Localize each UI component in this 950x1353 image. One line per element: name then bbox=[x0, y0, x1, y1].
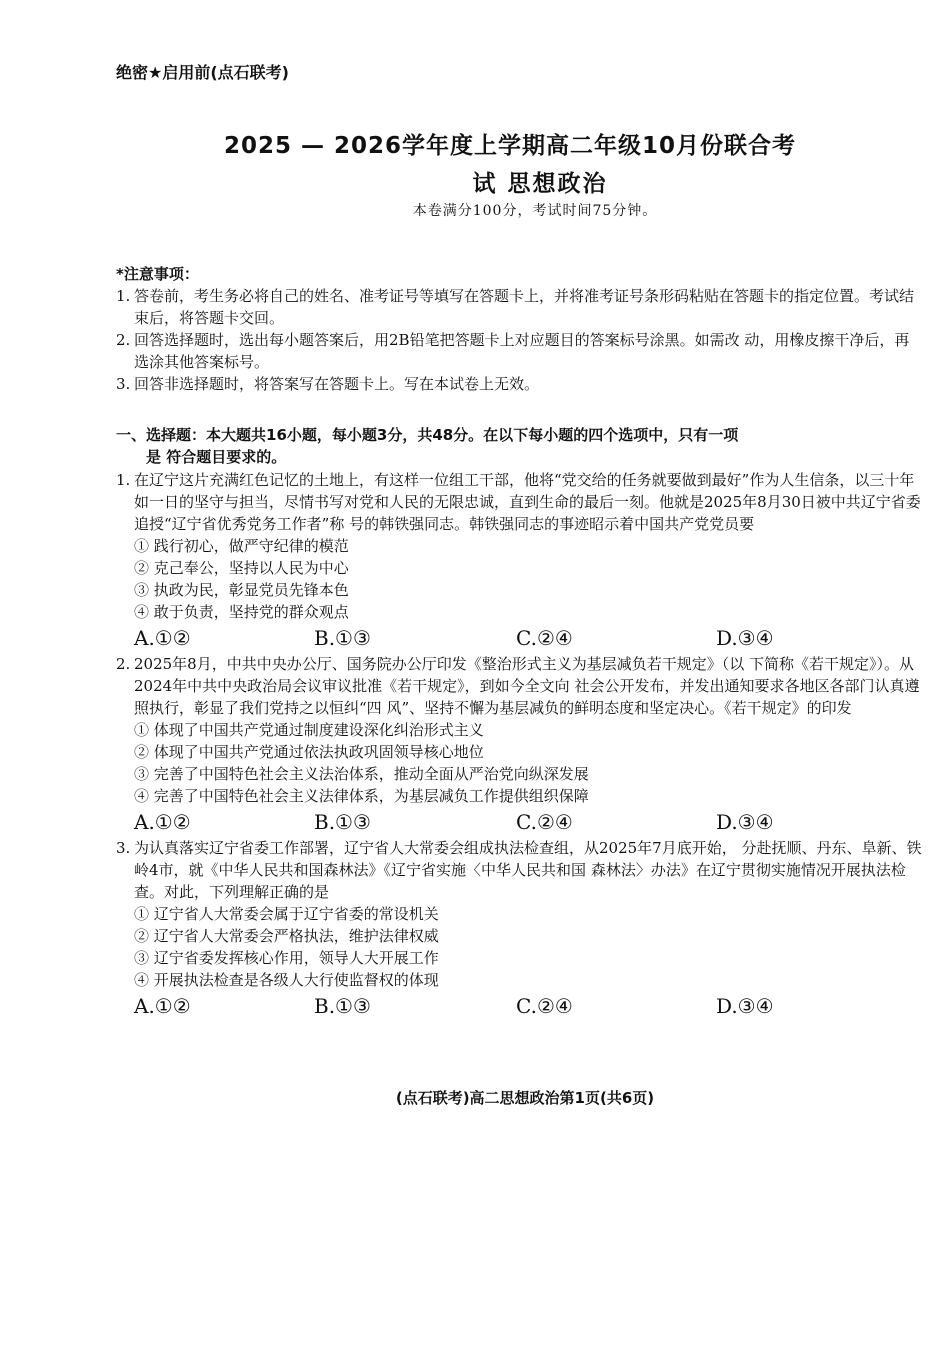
choice-b[interactable]: B.①③ bbox=[314, 626, 371, 650]
notes-list bbox=[116, 285, 921, 395]
question-1 bbox=[116, 469, 926, 535]
note-number: 3. bbox=[116, 375, 131, 393]
exam-title-line1: 2025 — 2026学年度上学期高二年级10月份联合考 bbox=[223, 133, 797, 159]
question-number: 1. bbox=[116, 471, 131, 489]
choice-c[interactable]: C.②④ bbox=[516, 626, 573, 650]
answer-choices bbox=[134, 623, 926, 653]
choice-d[interactable]: D.③④ bbox=[716, 810, 774, 834]
option-2: ② 克己奉公，坚持以人民为中心 bbox=[134, 559, 349, 577]
section-heading bbox=[116, 424, 921, 468]
question-number: 3. bbox=[116, 839, 131, 857]
note-item bbox=[116, 329, 921, 373]
note-text: 回答选择题时，选出每小题答案后，用2B铅笔把答题卡上对应题目的答案标号涂黑。如需改 动，用橡皮擦干净后，再选涂其他答案标号。 bbox=[134, 331, 910, 371]
choice-d[interactable]: D.③④ bbox=[716, 626, 774, 650]
question-2 bbox=[116, 653, 926, 719]
note-item bbox=[116, 285, 921, 329]
choice-d[interactable]: D.③④ bbox=[716, 994, 774, 1018]
section-heading-line1: 一、选择题：本大题共16小题，每小题3分，共48分。在以下每小题的四个选项中，只有一项 bbox=[116, 426, 739, 444]
option-2: ② 体现了中国共产党通过依法执政巩固领导核心地位 bbox=[134, 743, 484, 761]
choice-b[interactable]: B.①③ bbox=[314, 810, 371, 834]
option-2: ② 辽宁省人大常委会严格执法，维护法律权威 bbox=[134, 927, 439, 945]
option-3: ③ 执政为民，彰显党员先锋本色 bbox=[134, 581, 349, 599]
note-number: 1. bbox=[116, 287, 131, 305]
question-stem: 在辽宁这片充满红色记忆的土地上，有这样一位组工干部，他将“党交给的任务就要做到最好”作为人生信条，以三十年如一日的坚守与担当，尽情书写对党和人民的无限忠诚，直到生命的最后一刻。他就是2025年8月30日被中共辽宁省委追授“辽宁省优秀党务工作者”称 号的韩铁强同志。韩铁强同志的事迹昭示着中国共产党党员要 bbox=[134, 471, 921, 533]
choice-a[interactable]: A.①② bbox=[134, 626, 191, 650]
option-3: ③ 完善了中国特色社会主义法治体系，推动全面从严治党向纵深发展 bbox=[134, 765, 589, 783]
page-footer: (点石联考)高二思想政治第1页(共6页) bbox=[395, 1089, 655, 1107]
option-4: ④ 完善了中国特色社会主义法律体系，为基层减负工作提供组织保障 bbox=[134, 787, 589, 805]
exam-subtitle: 本卷满分100分，考试时间75分钟。 bbox=[412, 203, 658, 219]
choice-a[interactable]: A.①② bbox=[134, 994, 191, 1018]
question-list bbox=[116, 469, 926, 1021]
question-stem: 为认真落实辽宁省委工作部署，辽宁省人大常委会组成执法检查组，从2025年7月底开始， 分赴抚顺、丹东、阜新、铁岭4市，就《中华人民共和国森林法》《辽宁省实施〈中华人民共和国 森林法〉办法》在辽宁贯彻实施情况开展执法检查。对此，下列理解正确的是 bbox=[134, 839, 922, 901]
note-text: 回答非选择题时，将答案写在答题卡上。写在本试卷上无效。 bbox=[134, 375, 540, 393]
option-1: ① 体现了中国共产党通过制度建设深化纠治形式主义 bbox=[134, 721, 484, 739]
option-4: ④ 开展执法检查是各级人大行使监督权的体现 bbox=[134, 971, 439, 989]
exam-title-line2: 试 思想政治 bbox=[472, 171, 608, 197]
choice-c[interactable]: C.②④ bbox=[516, 810, 573, 834]
note-item bbox=[116, 373, 921, 395]
answer-choices bbox=[134, 991, 926, 1021]
question-number: 2. bbox=[116, 655, 131, 673]
option-4: ④ 敢于负责，坚持党的群众观点 bbox=[134, 603, 349, 621]
section-heading-line2: 是 符合题目要求的。 bbox=[146, 448, 287, 466]
option-1: ① 辽宁省人大常委会属于辽宁省委的常设机关 bbox=[134, 905, 439, 923]
note-number: 2. bbox=[116, 331, 131, 349]
choice-b[interactable]: B.①③ bbox=[314, 994, 371, 1018]
choice-a[interactable]: A.①② bbox=[134, 810, 191, 834]
question-3 bbox=[116, 837, 926, 903]
confidential-label: 绝密★启用前(点石联考) bbox=[116, 63, 289, 82]
option-1: ① 践行初心，做严守纪律的模范 bbox=[134, 537, 349, 555]
question-stem: 2025年8月，中共中央办公厅、国务院办公厅印发《整治形式主义为基层减负若干规定》（以 下简称《若干规定》）。从2024年中共中央政治局会议审议批准《若干规定》，到如今全文向 社会公开发布，并发出通知要求各地区各部门认真遵照执行，彰显了我们党持之以恒纠“四 风”、坚持不懈为基层减负的鲜明态度和坚定决心。《若干规定》的印发 bbox=[134, 655, 920, 717]
answer-choices bbox=[134, 807, 926, 837]
note-text: 答卷前，考生务必将自己的姓名、准考证号等填写在答题卡上，并将准考证号条形码粘贴在答题卡的指定位置。考试结束后，将答题卡交回。 bbox=[134, 287, 915, 327]
option-3: ③ 辽宁省委发挥核心作用，领导人大开展工作 bbox=[134, 949, 439, 967]
choice-c[interactable]: C.②④ bbox=[516, 994, 573, 1018]
notes-title: *注意事项： bbox=[116, 265, 199, 283]
